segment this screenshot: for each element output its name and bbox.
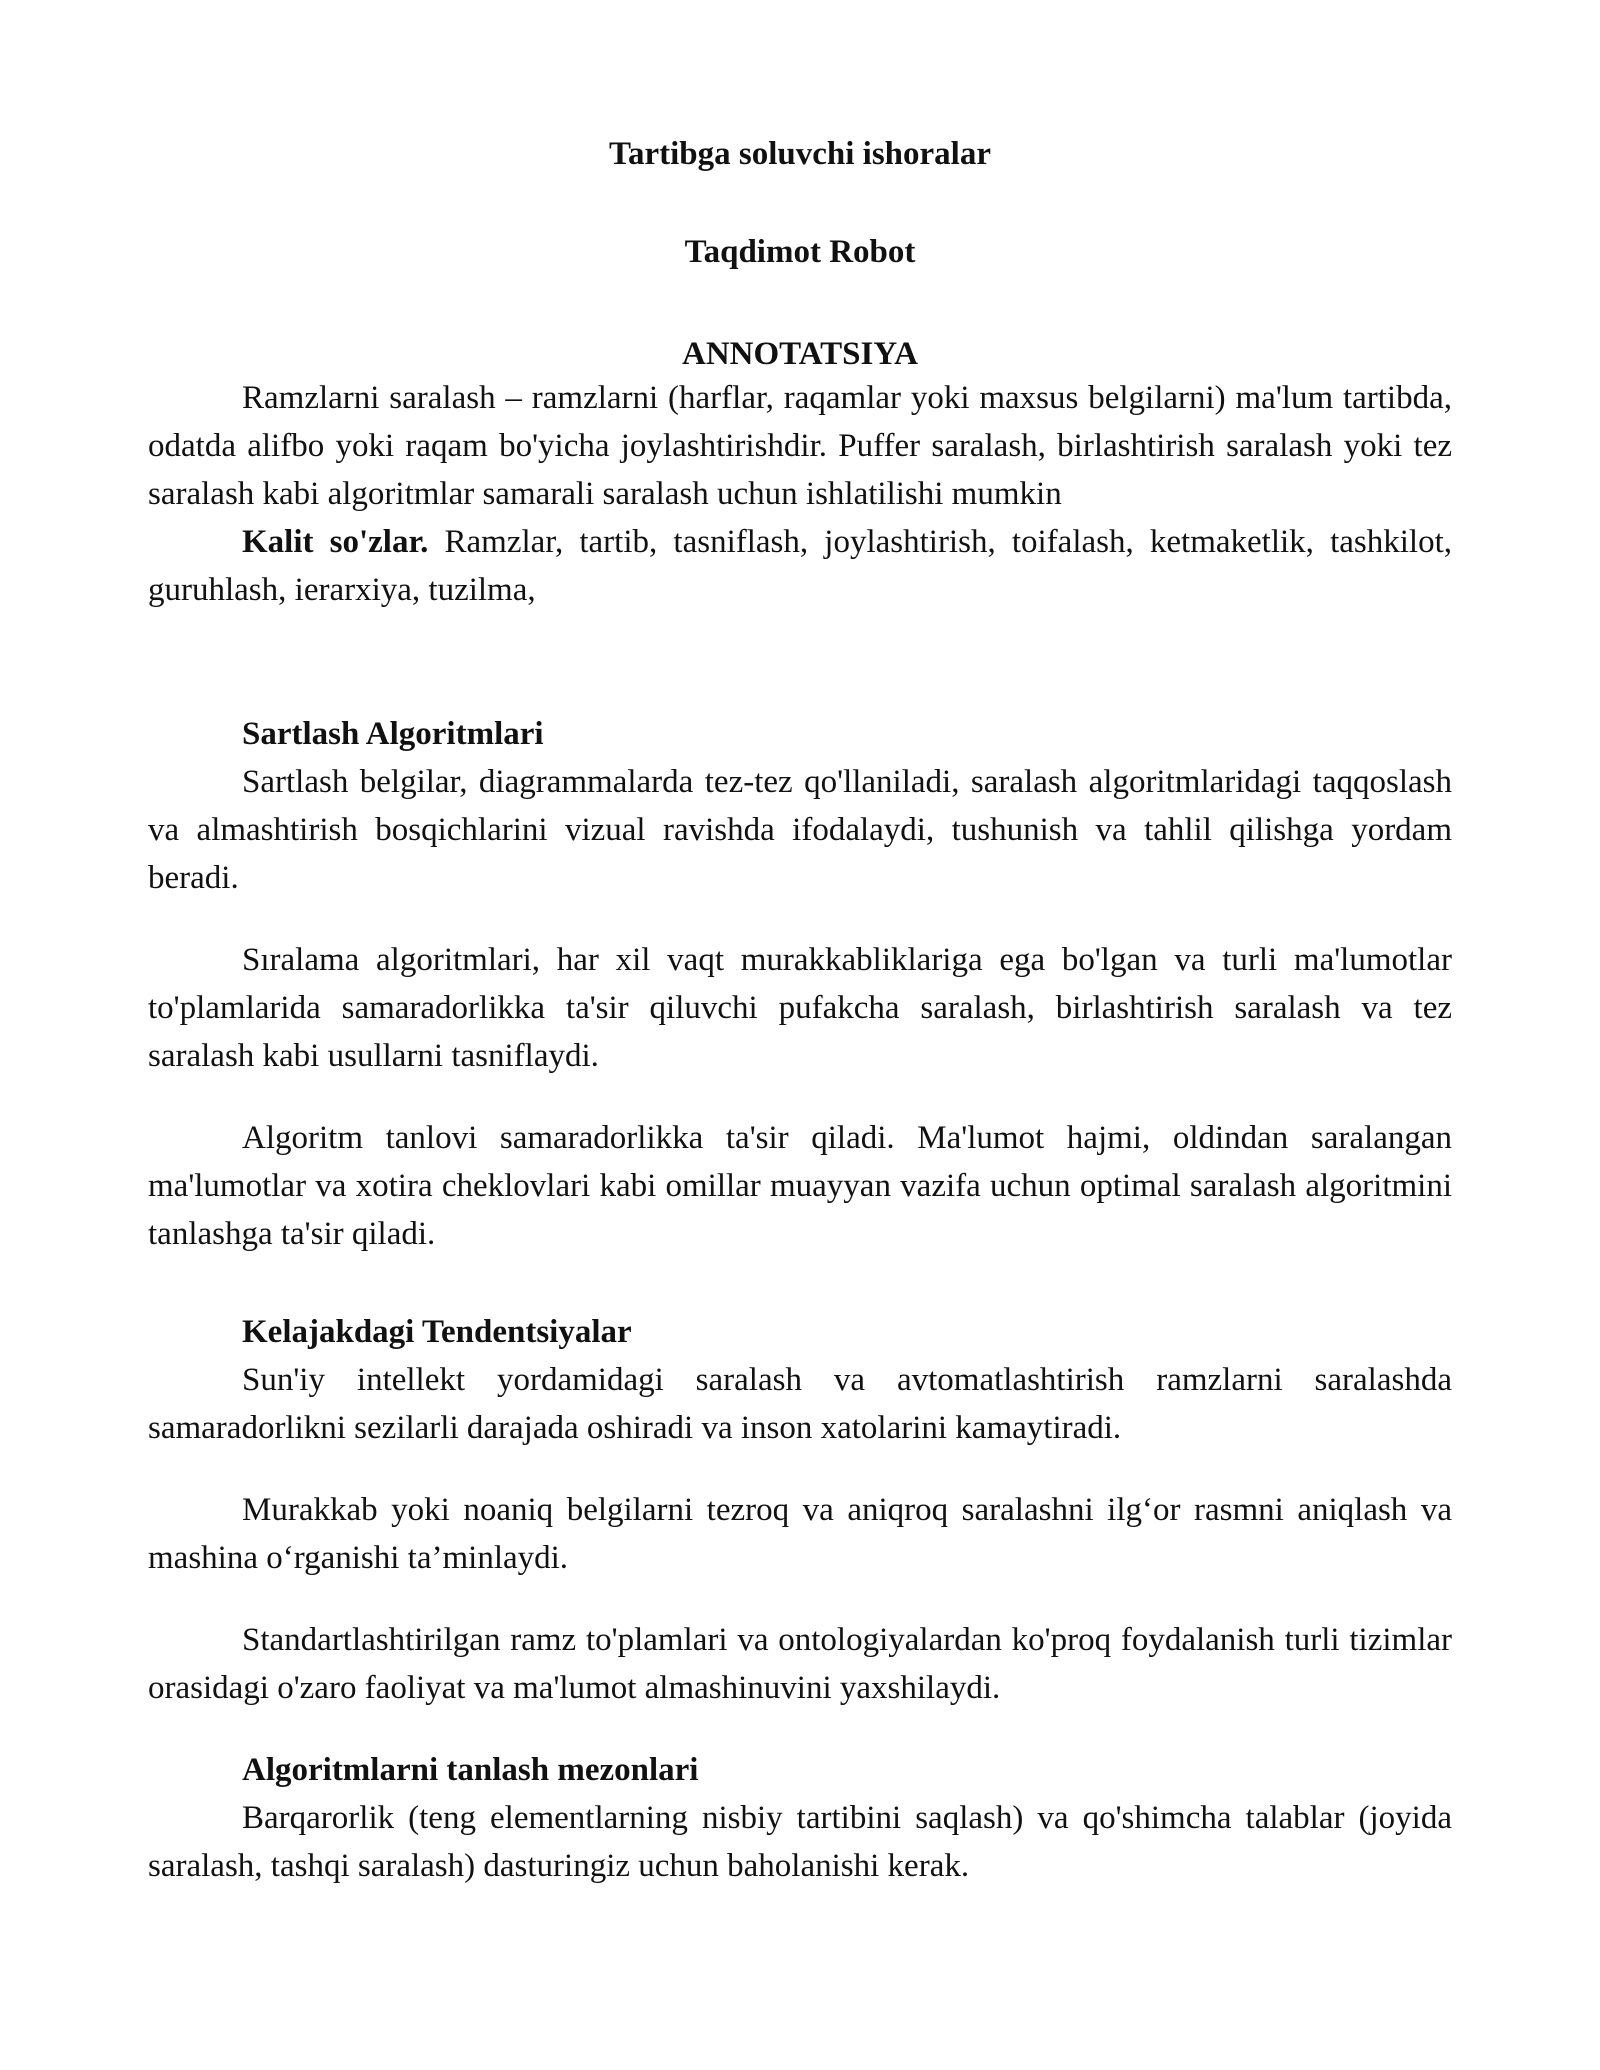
annotation-heading: ANNOTATSIYA bbox=[682, 336, 918, 372]
section-paragraph: Sıralama algoritmlari, har xil vaqt murakkabliklariga ega bo'lgan va turli ma'lumotlar to'plamlarida samaradorlikka ta'sir qiluvchi pufakcha saralash, birlashtirish saralash va tez saralash kabi usullarni tasniflaydi. bbox=[148, 942, 1452, 1074]
section-paragraph: Murakkab yoki noaniq belgilarni tezroq va aniqroq saralashni ilg‘or rasmni aniqlash va mashina o‘rganishi ta’minlaydi. bbox=[148, 1492, 1452, 1576]
section-paragraph: Algoritm tanlovi samaradorlikka ta'sir qiladi. Ma'lumot hajmi, oldindan saralangan ma'lumotlar va xotira cheklovlari kabi omillar muayyan vazifa uchun optimal saralash algoritmini tanlashga ta'sir qiladi. bbox=[148, 1120, 1452, 1252]
spacer bbox=[148, 1258, 1452, 1308]
document-body bbox=[148, 120, 1452, 1890]
spacer bbox=[148, 614, 1452, 710]
document-author: Taqdimot Robot bbox=[684, 234, 916, 270]
spacer bbox=[148, 902, 1452, 936]
section-paragraph: Standartlashtirilgan ramz to'plamlari va ontologiyalardan ko'proq foydalanish turli tizimlar orasidagi o'zaro faoliyat va ma'lumot almashinuvini yaxshilaydi. bbox=[148, 1622, 1452, 1706]
section-heading: Kelajakdagi Tendentsiyalar bbox=[242, 1314, 632, 1350]
annotation-paragraph: Ramzlarni saralash – ramzlarni (harflar, raqamlar yoki maxsus belgilarni) ma'lum tartibda, odatda alifbo yoki raqam bo'yicha joylashtirishdir. Puffer saralash, birlashtirish saralash yoki tez saralash kabi algoritmlar samarali saralash uchun ishlatilishi mumkin bbox=[148, 380, 1452, 512]
section-heading: Algoritmlarni tanlash mezonlari bbox=[242, 1752, 699, 1788]
spacer bbox=[148, 1582, 1452, 1616]
keywords-paragraph bbox=[148, 518, 1452, 614]
spacer bbox=[148, 1712, 1452, 1746]
spacer bbox=[148, 1080, 1452, 1114]
keywords-label: Kalit so'zlar. bbox=[242, 524, 429, 560]
section-paragraph: Barqarorlik (teng elementlarning nisbiy tartibini saqlash) va qo'shimcha talablar (joyida saralash, tashqi saralash) dasturingiz uchun baholanishi kerak. bbox=[148, 1800, 1452, 1884]
section-paragraph: Sartlash belgilar, diagrammalarda tez-tez qo'llaniladi, saralash algoritmlaridagi taqqoslash va almashtirish bosqichlarini vizual ravishda ifodalaydi, tushunish va tahlil qilishga yordam beradi. bbox=[148, 764, 1452, 896]
spacer bbox=[148, 1452, 1452, 1486]
section-heading: Sartlash Algoritmlari bbox=[242, 716, 544, 752]
section-paragraph: Sun'iy intellekt yordamidagi saralash va avtomatlashtirish ramzlarni saralashda samaradorlikni sezilarli darajada oshiradi va inson xatolarini kamaytiradi. bbox=[148, 1362, 1452, 1446]
document-title: Tartibga soluvchi ishoralar bbox=[609, 136, 991, 172]
keywords-text: Ramzlar, tartib, tasniflash, joylashtirish, toifalash, ketmaketlik, tashkilot, guruhlash, ierarxiya, tuzilma, bbox=[148, 524, 1452, 608]
